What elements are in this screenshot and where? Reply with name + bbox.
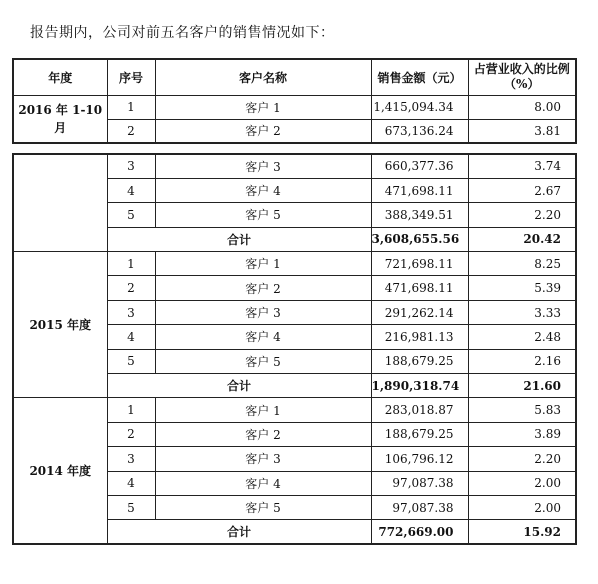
customer-cell: 客户 5 — [155, 203, 371, 227]
amount-cell: 1,415,094.34 — [371, 95, 468, 119]
customer-sales-table-continued — [12, 153, 577, 545]
customer-sales-table-2016 — [12, 58, 577, 144]
amount-cell: 471,698.11 — [371, 276, 468, 300]
customer-cell: 客户 2 — [155, 422, 371, 446]
total-label: 合计 — [107, 374, 371, 398]
ratio-cell: 8.00 — [468, 95, 576, 119]
amount-cell: 721,698.11 — [371, 252, 468, 276]
amount-cell: 216,981.13 — [371, 325, 468, 349]
header-amount: 销售金额（元） — [371, 59, 468, 95]
customer-cell: 客户 2 — [155, 276, 371, 300]
amount-cell: 97,087.38 — [371, 495, 468, 519]
seq-cell: 2 — [107, 276, 155, 300]
ratio-cell: 8.25 — [468, 252, 576, 276]
total-ratio: 15.92 — [468, 520, 576, 544]
seq-cell: 4 — [107, 178, 155, 202]
header-ratio: 占营业收入的比例（%） — [468, 59, 576, 95]
ratio-cell: 3.33 — [468, 300, 576, 324]
seq-cell: 4 — [107, 471, 155, 495]
seq-cell: 5 — [107, 495, 155, 519]
customer-cell: 客户 1 — [155, 95, 371, 119]
customer-cell: 客户 3 — [155, 300, 371, 324]
seq-cell: 1 — [107, 95, 155, 119]
seq-cell: 1 — [107, 398, 155, 422]
table-row — [13, 252, 576, 276]
customer-cell: 客户 4 — [155, 325, 371, 349]
seq-cell: 1 — [107, 252, 155, 276]
ratio-cell: 5.83 — [468, 398, 576, 422]
amount-cell: 673,136.24 — [371, 119, 468, 143]
customer-cell: 客户 4 — [155, 471, 371, 495]
ratio-cell: 2.48 — [468, 325, 576, 349]
seq-cell: 2 — [107, 119, 155, 143]
header-seq: 序号 — [107, 59, 155, 95]
customer-cell: 客户 5 — [155, 349, 371, 373]
ratio-cell: 3.74 — [468, 154, 576, 178]
total-label: 合计 — [107, 520, 371, 544]
seq-cell: 4 — [107, 325, 155, 349]
customer-cell: 客户 3 — [155, 154, 371, 178]
customer-cell: 客户 2 — [155, 119, 371, 143]
table-header-row — [13, 59, 576, 95]
period-cell: 2016 年 1-10 月 — [13, 95, 107, 143]
amount-cell: 188,679.25 — [371, 422, 468, 446]
intro-text: 报告期内，公司对前五名客户的销售情况如下： — [30, 25, 335, 41]
seq-cell: 3 — [107, 154, 155, 178]
amount-cell: 388,349.51 — [371, 203, 468, 227]
seq-cell: 3 — [107, 300, 155, 324]
ratio-cell: 2.16 — [468, 349, 576, 373]
customer-cell: 客户 1 — [155, 398, 371, 422]
total-ratio: 21.60 — [468, 374, 576, 398]
seq-cell: 2 — [107, 422, 155, 446]
ratio-cell: 2.00 — [468, 471, 576, 495]
seq-cell: 5 — [107, 203, 155, 227]
amount-cell: 188,679.25 — [371, 349, 468, 373]
ratio-cell: 3.89 — [468, 422, 576, 446]
customer-cell: 客户 1 — [155, 252, 371, 276]
table-row — [13, 398, 576, 422]
total-amount: 772,669.00 — [371, 520, 468, 544]
amount-cell: 471,698.11 — [371, 178, 468, 202]
amount-cell: 106,796.12 — [371, 447, 468, 471]
ratio-cell: 2.00 — [468, 495, 576, 519]
total-ratio: 20.42 — [468, 227, 576, 251]
amount-cell: 283,018.87 — [371, 398, 468, 422]
total-amount: 1,890,318.74 — [371, 374, 468, 398]
customer-cell: 客户 5 — [155, 495, 371, 519]
period-cell-2016-continued — [13, 154, 107, 252]
seq-cell: 3 — [107, 447, 155, 471]
header-period: 年度 — [13, 59, 107, 95]
ratio-cell: 2.20 — [468, 447, 576, 471]
table-row — [13, 95, 576, 119]
period-cell: 2015 年度 — [13, 252, 107, 398]
amount-cell: 291,262.14 — [371, 300, 468, 324]
period-cell: 2014 年度 — [13, 398, 107, 544]
seq-cell: 5 — [107, 349, 155, 373]
header-customer: 客户名称 — [155, 59, 371, 95]
total-amount: 3,608,655.56 — [371, 227, 468, 251]
ratio-cell: 2.67 — [468, 178, 576, 202]
amount-cell: 97,087.38 — [371, 471, 468, 495]
table-row — [13, 154, 576, 178]
amount-cell: 660,377.36 — [371, 154, 468, 178]
customer-cell: 客户 4 — [155, 178, 371, 202]
customer-cell: 客户 3 — [155, 447, 371, 471]
ratio-cell: 3.81 — [468, 119, 576, 143]
ratio-cell: 5.39 — [468, 276, 576, 300]
total-label: 合计 — [107, 227, 371, 251]
ratio-cell: 2.20 — [468, 203, 576, 227]
